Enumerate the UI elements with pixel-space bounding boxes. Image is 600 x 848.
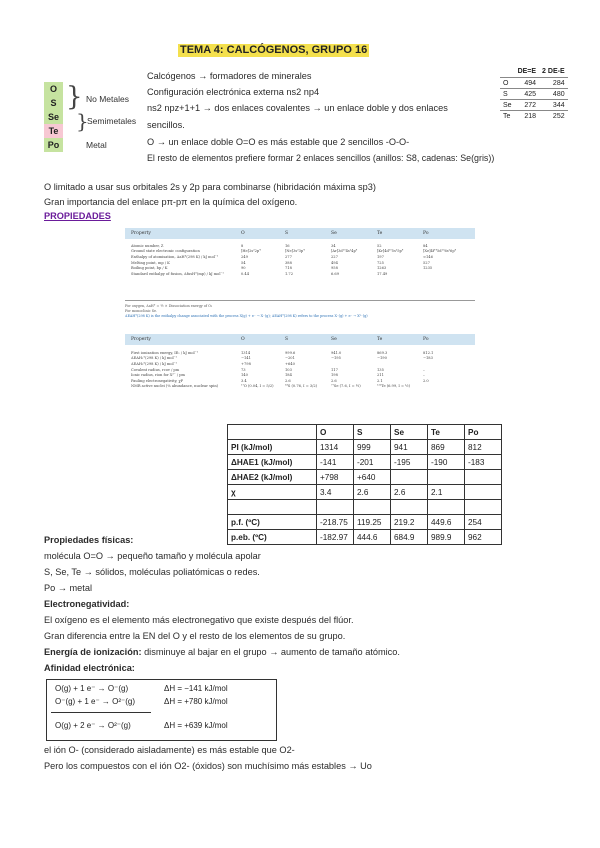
ref-cell: ¹⁷O (0.04, I = 5/2): [241, 384, 274, 389]
table-cell: PI (kJ/mol): [228, 440, 317, 455]
bond-cell: 252: [539, 111, 568, 122]
ref-cell: Boiling point, bp / K: [131, 266, 168, 271]
ref-footnote: For oxygen, ΔaH° = ½ × Dissociation energy of O₂: [125, 304, 213, 308]
closing-line: Pero los compuestos con el ión O2- (óxidos) son muchísimo más estables → Uo: [44, 761, 372, 771]
oxygen-line: O limitado a usar sus orbitales 2s y 2p para combinarse (hibridación máxima sp3): [44, 182, 376, 192]
intro-line: O → un enlace doble O=O es más estable que 2 sencillos -O-O-: [147, 137, 410, 147]
ref-cell: 2.6: [285, 378, 291, 383]
table-row: [228, 500, 502, 515]
table-cell: 444.6: [354, 530, 391, 545]
ref-cell: −201: [285, 356, 295, 361]
ref-cell: –: [423, 367, 425, 372]
ref-cell: −190: [377, 356, 387, 361]
ref-cell: −183: [423, 356, 433, 361]
physical-line: molécula O=O → pequeño tamaño y molécula apolar: [44, 551, 261, 561]
ref-cell: 941.0: [331, 350, 342, 355]
table-cell: [391, 500, 428, 515]
table-header: S: [354, 425, 391, 440]
table-cell: [228, 500, 317, 515]
table-cell: 219.2: [391, 515, 428, 530]
ref-row: [125, 271, 475, 277]
table-cell: [465, 485, 502, 500]
ref-cell: [Ne]3s²3p⁴: [285, 249, 305, 254]
ref-header: S: [285, 337, 289, 342]
ref-cell: 388: [285, 260, 292, 265]
ref-footnote: ΔEAH°(298 K) is the enthalpy change associated with the process X(g) + e⁻ → X⁻(g); ΔEAH°(298 K) refers to the process X⁻(g) + e⁻ → X²⁻(g): [125, 314, 368, 318]
table-cell: 962: [465, 530, 502, 545]
ref-cell: 2.6: [331, 378, 337, 383]
affinity-box: [46, 679, 277, 741]
affinity-dh: ΔH = +780 kJ/mol: [164, 697, 228, 706]
table-cell: [465, 500, 502, 515]
ref-cell: [Xe]4f¹⁴5d¹⁰6s²6p⁴: [423, 249, 457, 254]
table-cell: 684.9: [391, 530, 428, 545]
ref-cell: NMR active nuclei (% abundance, nuclear spin): [131, 384, 219, 389]
bond-cell: 480: [539, 89, 568, 100]
ref-cell: 812.1: [423, 350, 434, 355]
ref-cell: 227: [331, 254, 338, 259]
ref-cell: 54: [241, 260, 246, 265]
ref-cell: 277: [285, 254, 292, 259]
intro-line: El resto de elementos prefiere formar 2 enlaces sencillos (anillos: S8, cadenas: Se(gris)): [147, 153, 495, 163]
ref-cell: [He]2s²2p⁴: [241, 249, 261, 254]
table-cell: +640: [354, 470, 391, 485]
ref-cell: −195: [331, 356, 341, 361]
reference-table-1: [125, 228, 475, 298]
reference-table-2: [125, 334, 475, 418]
ref-cell: 211: [377, 373, 384, 378]
bond-header: [500, 66, 515, 78]
bond-cell: 494: [515, 78, 539, 89]
ref-cell: 103: [285, 367, 292, 372]
table-cell: -218.75: [317, 515, 354, 530]
table-header: Te: [428, 425, 465, 440]
brace-icon: }: [76, 109, 89, 133]
ref-row: [125, 260, 475, 266]
element-se: Se: [44, 110, 63, 124]
table-cell: 999: [354, 440, 391, 455]
table-cell: -183: [465, 455, 502, 470]
table-row: [228, 455, 502, 470]
table-row: [228, 530, 502, 545]
ref-row: [125, 265, 475, 271]
table-cell: [391, 470, 428, 485]
ref-row: [125, 356, 475, 362]
ref-cell: 197: [377, 254, 384, 259]
bond-header: DE=E: [517, 68, 537, 75]
ref-cell: 2.1: [377, 378, 383, 383]
table-cell: 869: [428, 440, 465, 455]
bond-cell: 425: [515, 89, 539, 100]
ref-cell: 494: [331, 260, 338, 265]
intro-line: sencillos.: [147, 120, 185, 130]
ref-cell: 718: [285, 266, 292, 271]
bond-cell: 344: [539, 100, 568, 111]
ref-header: Te: [377, 337, 383, 342]
electroneg-heading: Electronegatividad:: [44, 599, 130, 609]
element-te: Te: [44, 124, 63, 138]
ref-cell: 0.44: [241, 271, 250, 276]
category-metal: Metal: [86, 140, 107, 150]
ref-cell: 184: [285, 373, 292, 378]
ref-header: S: [285, 231, 289, 236]
ref-cell: 73: [241, 367, 246, 372]
ref-header: Se: [331, 337, 337, 342]
ref-cell: 8: [241, 243, 244, 248]
ref-cell: 869.3: [377, 350, 388, 355]
ref-header: Po: [423, 337, 429, 342]
affinity-eq: O⁻(g) + 1 e⁻ → O²⁻(g): [55, 697, 136, 706]
ref-row: [125, 243, 475, 249]
ref-cell: 527: [423, 260, 430, 265]
table-cell: -190: [428, 455, 465, 470]
table-header: [228, 425, 317, 440]
ref-cell: –: [423, 373, 425, 378]
affinity-eq: O(g) + 2 e⁻ → O²⁻(g): [55, 721, 131, 730]
brace-icon: }: [66, 82, 83, 112]
element-s: S: [44, 96, 63, 110]
ref-cell: 52: [377, 243, 382, 248]
ref-cell: 198: [331, 373, 338, 378]
ionization-text: disminuye al bajar en el grupo → aumento de tamaño atómico.: [141, 647, 400, 657]
ref-cell: 34: [331, 243, 336, 248]
table-row: [228, 515, 502, 530]
ref-row: [125, 384, 475, 390]
ref-cell: ≈146: [423, 254, 433, 259]
ref-cell: 84: [423, 243, 428, 248]
ref-cell: 2.0: [423, 378, 429, 383]
ref-cell: Atomic number, Z: [131, 243, 164, 248]
ref-footnote: For monoclinic Se.: [125, 309, 158, 313]
table-cell: ΔHAE2 (kJ/mol): [228, 470, 317, 485]
table-cell: 989.9: [428, 530, 465, 545]
ref-cell: 1263: [377, 266, 387, 271]
ref-row: [125, 254, 475, 260]
closing-line: el ión O- (considerado aisladamente) es más estable que O2-: [44, 745, 295, 755]
ref-cell: ⁷⁷Se (7.6, I = ½): [331, 384, 361, 389]
ref-cell: 725: [377, 260, 384, 265]
ref-cell: ³³S (0.76, I = 3/2): [285, 384, 318, 389]
table-cell: -141: [317, 455, 354, 470]
bond-cell: Te: [500, 111, 515, 122]
ref-cell: [Ar]3d¹⁰4s²4p⁴: [331, 249, 358, 254]
table-cell: χ: [228, 485, 317, 500]
category-semimetals: Semimetales: [87, 116, 137, 126]
ref-cell: 958: [331, 266, 338, 271]
intro-line: ns2 npz+1+1 → dos enlaces covalentes → un enlace doble y dos enlaces: [147, 103, 448, 113]
properties-table: [227, 424, 502, 545]
table-cell: ΔHAE1 (kJ/mol): [228, 455, 317, 470]
electroneg-line: El oxígeno es el elemento más electronegativo que existe después del flúor.: [44, 615, 354, 625]
ref-header: Po: [423, 231, 429, 236]
ref-cell: Ionic radius, rion for X²⁻ / pm: [131, 373, 185, 378]
ref-row: [125, 378, 475, 384]
ref-cell: 6.69: [331, 271, 340, 276]
bond-cell: 272: [515, 100, 539, 111]
ref-cell: [Kr]4d¹⁰5s²5p⁴: [377, 249, 404, 254]
bond-cell: Se: [500, 100, 515, 111]
table-cell: 254: [465, 515, 502, 530]
table-header: Se: [391, 425, 428, 440]
table-cell: -182.97: [317, 530, 354, 545]
bond-cell: S: [500, 89, 515, 100]
table-row: [228, 440, 502, 455]
table-cell: 941: [391, 440, 428, 455]
ref-cell: +640: [285, 361, 295, 366]
category-nonmetals: No Metales: [86, 94, 129, 104]
table-row: [228, 470, 502, 485]
intro-line: Calcógenos → formadores de minerales: [147, 71, 312, 81]
ref-cell: 3.4: [241, 378, 247, 383]
table-cell: [428, 500, 465, 515]
ref-cell: 140: [241, 373, 248, 378]
ref-header: Se: [331, 231, 337, 236]
table-cell: 2.1: [428, 485, 465, 500]
electroneg-line: Gran diferencia entre la EN del O y el resto de los elementos de su grupo.: [44, 631, 346, 641]
bond-cell: 218: [515, 111, 539, 122]
ref-cell: +798: [241, 361, 251, 366]
table-cell: 1314: [317, 440, 354, 455]
ref-cell: ΔEAH₂°(298 K) / kJ mol⁻¹: [131, 361, 177, 366]
ref-cell: 1314: [241, 350, 251, 355]
ref-cell: ΔEAH₁°(298 K) / kJ mol⁻¹: [131, 356, 177, 361]
physical-line: S, Se, Te → sólidos, moléculas poliatómicas o redes.: [44, 567, 260, 577]
ref-cell: −141: [241, 356, 251, 361]
affinity-heading: Afinidad electrónica:: [44, 663, 135, 673]
affinity-eq: O(g) + 1 e⁻ → O⁻(g): [55, 684, 129, 693]
ref-header: Property: [131, 231, 151, 236]
bond-energy-table: [500, 66, 568, 121]
table-cell: +798: [317, 470, 354, 485]
table-row: [228, 425, 502, 440]
ref-header: Te: [377, 231, 383, 236]
ref-cell: Ground state electronic configuration: [131, 249, 200, 254]
properties-heading: PROPIEDADES: [44, 211, 111, 221]
ref-cell: 999.6: [285, 350, 296, 355]
ref-cell: First ionization energy, IE₁ / kJ mol⁻¹: [131, 350, 199, 355]
bond-header: 2 DE-E: [542, 68, 565, 75]
ref-cell: 16: [285, 243, 290, 248]
ref-row: [125, 249, 475, 255]
table-cell: [354, 500, 391, 515]
ref-cell: Standard enthalpy of fusion, ΔfusH°(mp) / kJ mol⁻¹: [131, 271, 224, 276]
ionization-line: [44, 646, 400, 659]
physical-line: Po → metal: [44, 583, 92, 593]
divider: [51, 712, 151, 713]
intro-line: Configuración electrónica externa ns2 np4: [147, 87, 320, 97]
reference-footnotes: [125, 300, 475, 331]
table-cell: p.eb. (ºC): [228, 530, 317, 545]
element-po: Po: [44, 138, 63, 152]
ref-row: [125, 350, 475, 356]
ref-cell: 1235: [423, 266, 433, 271]
ref-cell: ¹²⁵Te (6.99, I = ½): [377, 384, 410, 389]
table-row: [228, 485, 502, 500]
bond-cell: O: [500, 78, 515, 89]
table-cell: 2.6: [391, 485, 428, 500]
table-cell: p.f. (ºC): [228, 515, 317, 530]
table-cell: 2.6: [354, 485, 391, 500]
ref-cell: Pauling electronegativity, χP: [131, 378, 184, 383]
ref-cell: Melting point, mp / K: [131, 260, 170, 265]
ref-cell: 1.72: [285, 271, 294, 276]
ref-cell: Enthalpy of atomisation, ΔaH°(298 K) / kJ mol⁻¹: [131, 254, 219, 259]
table-cell: 119.25: [354, 515, 391, 530]
ref-header: Property: [131, 337, 151, 342]
affinity-dh: ΔH = +639 kJ/mol: [164, 721, 228, 730]
ref-row: [125, 367, 475, 373]
ref-cell: 249: [241, 254, 248, 259]
affinity-dh: ΔH = −141 kJ/mol: [164, 684, 228, 693]
ref-row: [125, 372, 475, 378]
element-o: O: [44, 82, 63, 96]
bond-cell: 284: [539, 78, 568, 89]
ref-header: O: [241, 231, 245, 236]
table-cell: [428, 470, 465, 485]
ref-cell: Covalent radius, rcov / pm: [131, 367, 180, 372]
ionization-label: Energía de ionización:: [44, 647, 142, 657]
table-cell: [465, 470, 502, 485]
table-cell: 449.6: [428, 515, 465, 530]
ref-cell: 17.49: [377, 271, 388, 276]
oxygen-line: Gran importancia del enlace pπ-pπ en la química del oxígeno.: [44, 197, 298, 207]
table-header: O: [317, 425, 354, 440]
ref-cell: 90: [241, 266, 246, 271]
page-title: TEMA 4: CALCÓGENOS, GRUPO 16: [180, 44, 368, 56]
ref-cell: 135: [377, 367, 384, 372]
table-cell: [317, 500, 354, 515]
table-cell: -201: [354, 455, 391, 470]
ref-cell: 117: [331, 367, 338, 372]
table-cell: 3.4: [317, 485, 354, 500]
table-cell: -195: [391, 455, 428, 470]
ref-header: O: [241, 337, 245, 342]
physical-heading: Propiedades físicas:: [44, 535, 134, 545]
table-cell: 812: [465, 440, 502, 455]
table-header: Po: [465, 425, 502, 440]
